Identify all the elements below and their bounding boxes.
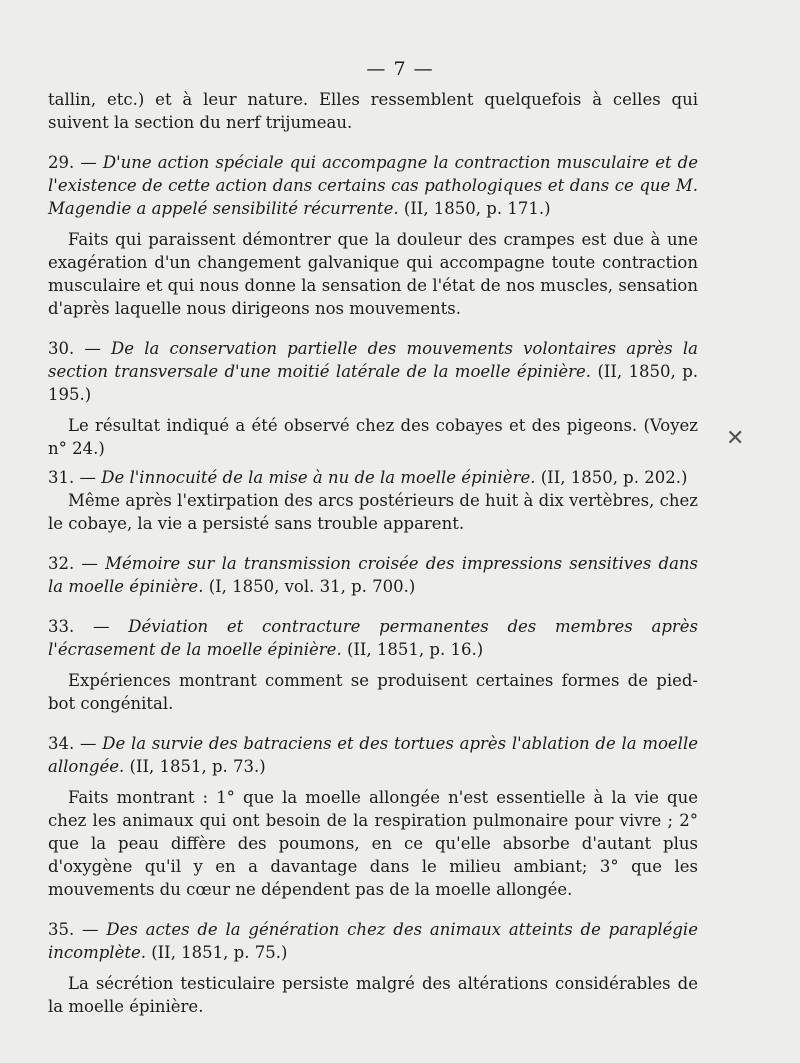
paragraph: Le résultat indiqué a été observé chez des cobayes et des pigeons. (Voyez n° 24.) xyxy=(48,416,698,458)
entry-29 xyxy=(48,151,698,220)
paragraph: Faits qui paraissent démontrer que la douleur des crampes est due à une exagération d'un changement galvanique qui accompagne toute contraction musculaire et qui nous donne la sensation de l'état de nos muscles, sensation d'après laquelle nous dirigeons nos mouvements. xyxy=(48,230,698,318)
entry-title: Des actes de la génération chez des animaux atteints de paraplégie incomplète. xyxy=(48,920,698,962)
entry-number: 32. — xyxy=(48,554,98,573)
entry-title: D'une action spéciale qui accompagne la contraction musculaire et de l'existence de cette action dans certains cas pathologiques et dans ce que M. Magendie a appelé sensibilité récurrente. xyxy=(48,153,698,218)
paragraph: Expériences montrant comment se produisent certaines formes de pied-bot congénital. xyxy=(48,671,698,713)
entry-number: 34. — xyxy=(48,734,97,753)
entry-32 xyxy=(48,552,698,598)
entry-35 xyxy=(48,918,698,964)
page-number: — 7 — xyxy=(366,58,434,80)
entry-number: 31. — xyxy=(48,468,96,487)
entry-reference: (II, 1850, p. 171.) xyxy=(403,199,551,218)
entry-title: De la conservation partielle des mouvements volontaires après la section transversale d'une moitié latérale de la moelle épinière. xyxy=(48,339,698,381)
entry-number: 29. — xyxy=(48,153,97,172)
entry-30 xyxy=(48,337,698,406)
entry-reference: (II, 1851, p. 73.) xyxy=(129,757,266,776)
entry-number: 30. — xyxy=(48,339,101,358)
margin-cross-mark: ✕ xyxy=(726,426,745,451)
entry-reference: (I, 1850, vol. 31, p. 700.) xyxy=(208,577,416,596)
paragraph: La sécrétion testiculaire persiste malgré des altérations considérables de la moelle épinière. xyxy=(48,974,698,1016)
document-body xyxy=(48,88,698,1018)
entry-title: De l'innocuité de la mise à nu de la moelle épinière. xyxy=(101,468,536,487)
entry-31 xyxy=(48,466,698,489)
entry-title: Déviation et contracture permanentes des membres après l'écrasement de la moelle épinière. xyxy=(48,617,699,659)
entry-reference: (II, 1850, p. 195.) xyxy=(48,362,698,404)
entry-number: 35. — xyxy=(48,920,99,939)
entry-title: De la survie des batraciens et des tortues après l'ablation de la moelle allongée. xyxy=(48,734,698,776)
paragraph: Faits montrant : 1° que la moelle allongée n'est essentielle à la vie que chez les animaux qui ont besoin de la respiration pulmonaire pour vivre ; 2° que la peau diffère des poumons, en ce qu'elle absorbe d'autant plus d'oxygène qu'il y en a davantage dans le milieu ambiant; 3° que les mouvements du cœur ne dépendent pas de la moelle allongée. xyxy=(48,788,698,899)
paragraph: Même après l'extirpation des arcs postérieurs de huit à dix vertèbres, chez le cobaye, la vie a persisté sans trouble apparent. xyxy=(48,491,698,533)
paragraph-continuation: tallin, etc.) et à leur nature. Elles ressemblent quelquefois à celles qui suivent la section du nerf trijumeau. xyxy=(48,90,698,132)
entry-reference: (II, 1851, p. 75.) xyxy=(151,943,288,962)
entry-number: 33. — xyxy=(48,617,110,636)
entry-reference: (II, 1850, p. 202.) xyxy=(540,468,688,487)
entry-title: Mémoire sur la transmission croisée des impressions sensitives dans la moelle épinière. xyxy=(48,554,698,596)
entry-34 xyxy=(48,732,698,778)
entry-33 xyxy=(48,615,698,661)
entry-reference: (II, 1851, p. 16.) xyxy=(346,640,484,659)
